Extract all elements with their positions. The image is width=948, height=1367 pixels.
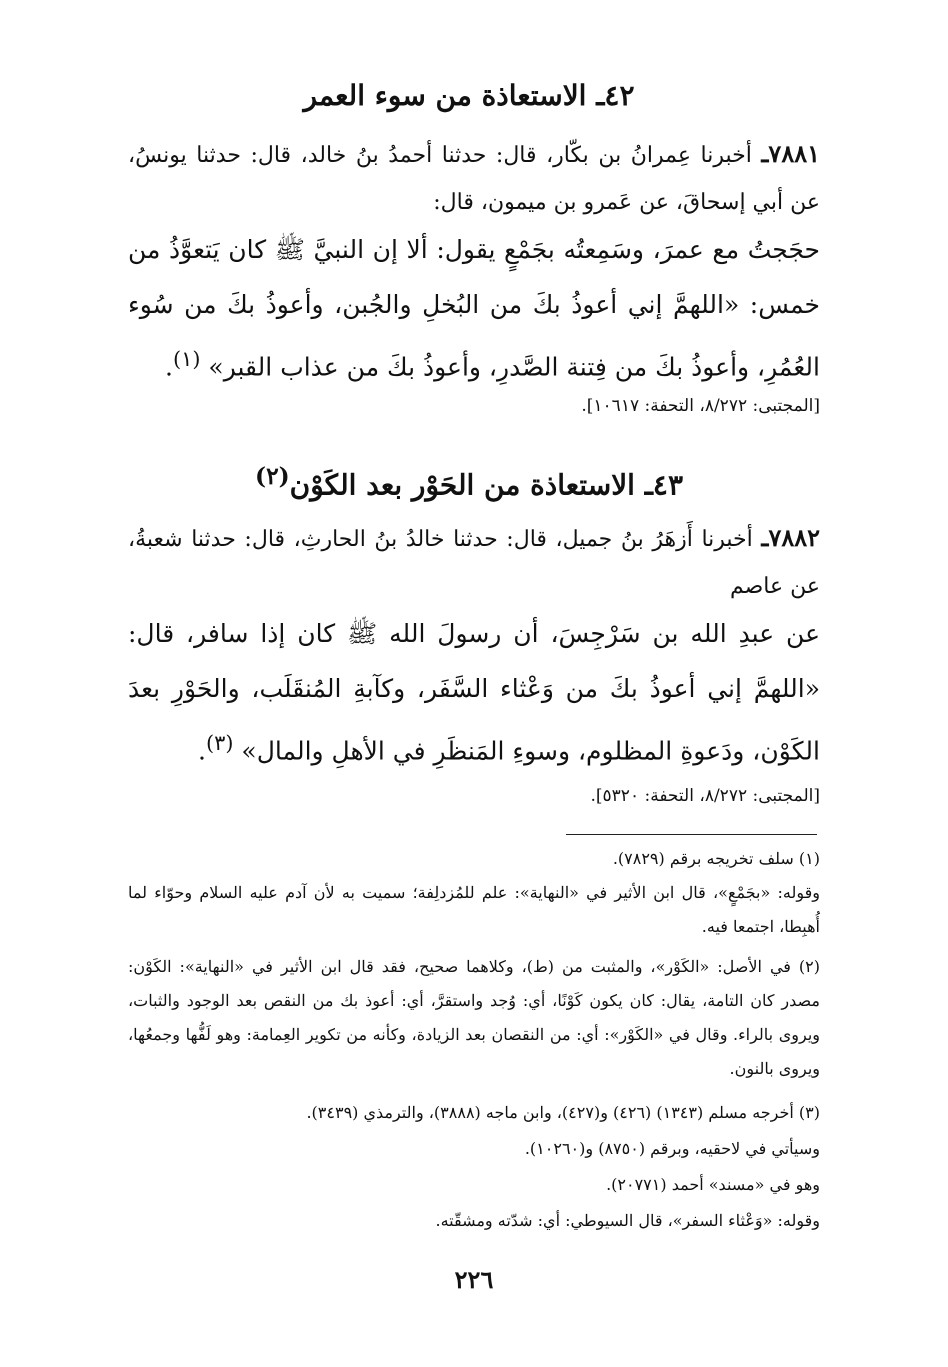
- footnote-marker: (١): [172, 347, 201, 371]
- footnote-1: [128, 842, 820, 876]
- hadith-7881-matn: [128, 222, 820, 394]
- chapter-title: ٤٢ـ الاستعاذة من سوء العمر: [303, 79, 635, 112]
- matn-text: عن عبدِ الله بن سَرْجِسَ، أن رسولَ الله ﷺ كان إذا سافر، قال: «اللهمَّ إني أعوذُ بكَ من وَعْثاء السَّفَر، وكآبةِ المُنقَلَب، والحَوْرِ بعدَ الكَوْن، ودَعوةِ المظلوم، وسوءِ المَنظَرِ في الأهلِ والمال»: [128, 619, 820, 766]
- footnote-text: (٢) في الأصل: «الكَوْر»، والمثبت من (ط)، وكلاهما صحيح، فقد قال ابن الأثير في «النهاية»: الكَوْن: مصدر كان التامة، يقال: كان يكون كَوْنًا، أي: وُجد واستقرَّ، أي: أعوذ بك من النقص بعد الوجود والثبات، ويروى بالراء. وقال في «الكَوْر»: أي: من النقصان بعد الزيادة، وكأنه من تكوير العِمامة: وهو لَفُّها وجمعُها، ويروى بالنون.: [128, 957, 821, 1078]
- footnote-separator: [566, 834, 817, 835]
- chapter-title: ٤٣ـ الاستعاذة من الحَوْر بعد الكَوْن: [289, 468, 683, 502]
- hadith-7881-isnad: [128, 130, 820, 226]
- hadith-number: ٧٨٨٢ـ: [761, 523, 820, 552]
- footnote-3-musnad: [128, 1168, 820, 1202]
- footnote-text: وسيأتي في لاحقيه، وبرقم (٨٧٥٠) و(١٠٢٦٠).: [524, 1139, 820, 1158]
- chapter-heading-43: [110, 456, 828, 505]
- footnote-2: [128, 950, 820, 1086]
- footnote-text: (١) سلف تخريجه برقم (٧٨٢٩).: [612, 849, 820, 868]
- footnote-marker: (٣): [206, 731, 234, 755]
- reference-text: [المجتبى: ٨/٢٧٢، التحفة: ١٠٦١٧].: [581, 396, 820, 416]
- isnad-text: أخبرنا عِمرانُ بن بكّار، قال: حدثنا أحمدُ بنُ خالد، قال: حدثنا يونسُ، عن أبي إسحاقَ، عن عَمرو بن ميمون، قال:: [128, 143, 820, 215]
- footnote-text: (٣) أخرجه مسلم (١٣٤٣) (٤٢٦) و(٤٢٧)، وابن ماجه (٣٨٨٨)، والترمذي (٣٤٣٩).: [306, 1103, 820, 1122]
- footnote-text: وقوله: «وَعْثاء السفر»، قال السيوطي: أي: شدّته ومشقّته.: [435, 1211, 820, 1230]
- isnad-text: أخبرنا أَزهَرُ بنُ جميل، قال: حدثنا خالدُ بنُ الحارثِ، قال: حدثنا شعبةُ، عن عاصم: [128, 527, 820, 599]
- hadith-7882-matn: [128, 606, 820, 778]
- reference-text: [المجتبى: ٨/٢٧٢، التحفة: ٥٣٢٠].: [590, 786, 820, 806]
- hadith-number: ٧٨٨١ـ: [761, 139, 820, 168]
- footnote-1-comment: [128, 876, 820, 944]
- hadith-7882-isnad: [128, 514, 820, 610]
- footnote-text: وقوله: «بجَمْعٍ»، قال ابن الأثير في «النهاية»: علم للمُزدلِفة؛ سميت به لأن آدم عليه السلام وحوّاء لما أُهبِطا، اجتمعا فيه.: [128, 883, 820, 936]
- footnote-3: [128, 1096, 820, 1130]
- footnote-3-comment: [128, 1204, 820, 1238]
- footnote-marker: (٢): [255, 462, 290, 490]
- matn-end: .: [198, 736, 206, 766]
- hadith-7882-reference: [128, 782, 820, 810]
- hadith-7881-reference: [128, 392, 820, 420]
- footnote-3-cross-ref: [128, 1132, 820, 1166]
- page-number: ٢٢٦: [454, 1265, 494, 1294]
- matn-text: حجَجتُ مع عمرَ، وسَمِعتُه بجَمْعٍ يقول: ألا إن النبيَّ ﷺ كان يَتعوَّذُ من خمس: «اللهمَّ إني أعوذُ بكَ من البُخلِ والجُبن، وأعوذُ بكَ من سُوء العُمُرِ، وأعوذُ بكَ من فِتنة الصَّدرِ، وأعوذُ بكَ من عذاب القبر»: [128, 235, 820, 382]
- chapter-heading-42: [110, 76, 828, 116]
- matn-end: .: [165, 352, 173, 382]
- footnote-text: وهو في «مسند» أحمد (٢٠٧٧١).: [606, 1175, 820, 1194]
